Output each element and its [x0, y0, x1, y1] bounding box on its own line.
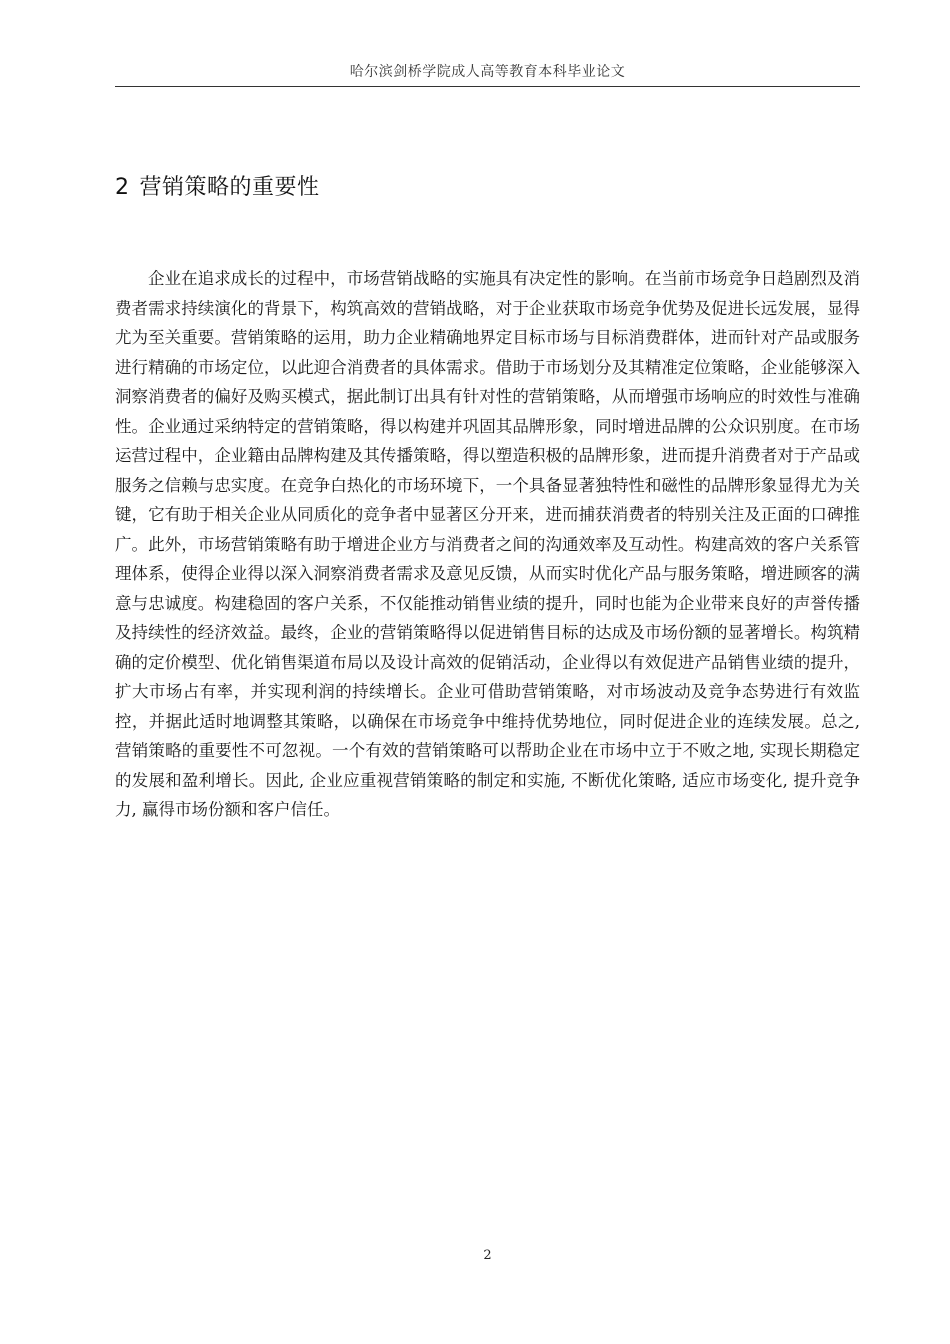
section-title: 营销策略的重要性: [139, 175, 320, 200]
running-header: 哈尔滨剑桥学院成人高等教育本科毕业论文: [349, 64, 626, 80]
page-number: 2: [483, 1248, 492, 1263]
section-heading: [115, 172, 860, 204]
section-number: 2: [115, 175, 130, 200]
body-paragraph: 企业在追求成长的过程中，市场营销战略的实施具有决定性的影响。在当前市场竞争日趋剧烈及消费者需求持续演化的背景下，构筑高效的营销战略，对于企业获取市场竞争优势及促进长远发展，显得尤为至关重要。营销策略的运用，助力企业精确地界定目标市场与目标消费群体，进而针对产品或服务进行精确的市场定位，以此迎合消费者的具体需求。借助于市场划分及其精准定位策略，企业能够深入洞察消费者的偏好及购买模式，据此制订出具有针对性的营销策略，从而增强市场响应的时效性与准确性。企业通过采纳特定的营销策略，得以构建并巩固其品牌形象，同时增进品牌的公众识别度。在市场运营过程中，企业籍由品牌构建及其传播策略，得以塑造积极的品牌形象，进而提升消费者对于产品或服务之信赖与忠实度。在竞争白热化的市场环境下，一个具备显著独特性和磁性的品牌形象显得尤为关键，它有助于相关企业从同质化的竞争者中显著区分开来，进而捕获消费者的特别关注及正面的口碑推广。此外，市场营销策略有助于增进企业方与消费者之间的沟通效率及互动性。构建高效的客户关系管理体系，使得企业得以深入洞察消费者需求及意见反馈，从而实时优化产品与服务策略，增进顾客的满意与忠诚度。构建稳固的客户关系，不仅能推动销售业绩的提升，同时也能为企业带来良好的声誉传播及持续性的经济效益。最终，企业的营销策略得以促进销售目标的达成及市场份额的显著增长。构筑精确的定价模型、优化销售渠道布局以及设计高效的促销活动，企业得以有效促进产品销售业绩的提升，扩大市场占有率，并实现利润的持续增长。企业可借助营销策略，对市场波动及竞争态势进行有效监控，并据此适时地调整其策略，以确保在市场竞争中维持优势地位，同时促进企业的连续发展。总之, 营销策略的重要性不可忽视。一个有效的营销策略可以帮助企业在市场中立于不败之地, 实现长期稳定的发展和盈利增长。因此, 企业应重视营销策略的制定和实施, 不断优化策略, 适应市场变化, 提升竞争力, 赢得市场份额和客户信任。: [115, 269, 860, 819]
header-divider: [115, 86, 860, 87]
